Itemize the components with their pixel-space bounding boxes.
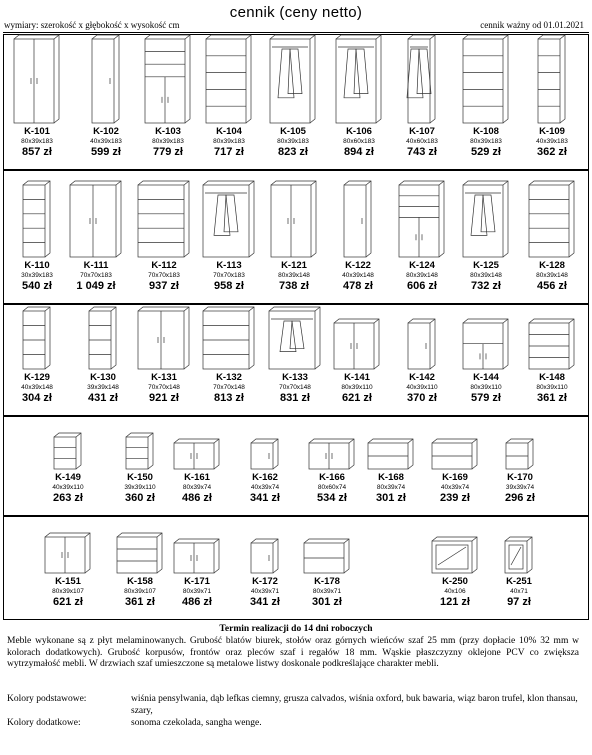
product-code: K-142 <box>409 372 435 383</box>
product-code: K-105 <box>280 126 306 137</box>
product-code: K-161 <box>184 472 210 483</box>
product-card <box>265 306 325 405</box>
product-price: 341 zł <box>250 492 280 504</box>
product-price: 529 zł <box>471 146 501 158</box>
product-code: K-132 <box>216 372 242 383</box>
corner-wardrobe-icon <box>135 306 193 372</box>
product-code: K-108 <box>473 126 499 137</box>
basic-colors-label: Kolory podstawowe: <box>7 694 87 704</box>
product-card <box>199 306 259 405</box>
narrow-open-bookcase-icon <box>535 34 569 126</box>
product-code: K-149 <box>55 472 81 483</box>
product-card <box>38 532 98 609</box>
extra-colors-label: Kolory dodatkowe: <box>7 718 81 728</box>
product-dimensions: 70x70x148 <box>279 384 311 391</box>
product-code: K-251 <box>506 576 532 587</box>
low-cabinet-1-door-icon <box>248 538 282 576</box>
product-card <box>134 306 194 405</box>
product-card <box>361 438 421 505</box>
product-code: K-121 <box>281 260 307 271</box>
product-code: K-172 <box>252 576 278 587</box>
extra-colors-list: sonoma czekolada, sangha wenge. <box>131 718 262 728</box>
product-card <box>66 180 126 293</box>
open-bookcase-icon <box>460 34 512 126</box>
product-dimensions: 80x39x107 <box>124 588 156 595</box>
product-dimensions: 40x39x183 <box>90 138 122 145</box>
low-open-shelf-icon <box>429 438 481 472</box>
product-dimensions: 80x60x183 <box>343 138 375 145</box>
wardrobe-2-door-icon <box>268 180 320 260</box>
product-code: K-130 <box>90 372 116 383</box>
product-code: K-103 <box>155 126 181 137</box>
product-price: 97 zł <box>507 596 531 608</box>
product-dimensions: 80x39x74 <box>182 484 212 491</box>
corner-clothes-wardrobe-icon <box>200 180 258 260</box>
product-dimensions: 39x39x74 <box>505 484 535 491</box>
cabinet-1-door-icon <box>405 318 439 372</box>
product-price: 431 zł <box>88 392 118 404</box>
product-code: K-107 <box>409 126 435 137</box>
header-rule <box>3 32 589 33</box>
corner-wardrobe-icon <box>67 180 125 260</box>
product-card <box>167 538 227 609</box>
product-code: K-169 <box>442 472 468 483</box>
product-card <box>328 180 388 293</box>
product-code: K-101 <box>24 126 50 137</box>
lead-time-title: Termin realizacji do 14 dni roboczych <box>219 624 373 634</box>
product-price: 813 zł <box>214 392 244 404</box>
product-price: 717 zł <box>214 146 244 158</box>
product-card <box>235 538 295 609</box>
product-code: K-104 <box>216 126 242 137</box>
product-card <box>110 432 170 505</box>
product-code: K-141 <box>344 372 370 383</box>
product-dimensions: 80x60x74 <box>317 484 347 491</box>
product-price: 743 zł <box>407 146 437 158</box>
product-price: 486 zł <box>182 492 212 504</box>
product-price: 738 zł <box>279 280 309 292</box>
product-price: 341 zł <box>250 596 280 608</box>
product-dimensions: 80x39x183 <box>470 138 502 145</box>
product-price: 239 zł <box>440 492 470 504</box>
product-card <box>522 318 582 405</box>
product-price: 937 zł <box>149 280 179 292</box>
product-price: 362 zł <box>537 146 567 158</box>
narrow-open-bookcase-icon <box>86 306 120 372</box>
product-card <box>297 538 357 609</box>
product-dimensions: 80x39x110 <box>536 384 568 391</box>
product-card <box>73 306 133 405</box>
product-price: 263 zł <box>53 492 83 504</box>
glass-door-small-icon <box>502 536 536 576</box>
product-code: K-158 <box>127 576 153 587</box>
product-dimensions: 40x39x148 <box>342 272 374 279</box>
product-dimensions: 80x39x148 <box>470 272 502 279</box>
product-price: 958 zł <box>214 280 244 292</box>
open-clothes-wardrobe-icon <box>460 180 512 260</box>
product-dimensions: 40x39x74 <box>250 484 280 491</box>
wardrobe-1-door-icon <box>341 180 375 260</box>
product-dimensions: 80x39x183 <box>277 138 309 145</box>
product-code: K-168 <box>378 472 404 483</box>
product-price: 540 zł <box>22 280 52 292</box>
product-card <box>490 438 550 505</box>
product-price: 456 zł <box>537 280 567 292</box>
product-card <box>425 438 485 505</box>
product-price: 304 zł <box>22 392 52 404</box>
product-code: K-113 <box>216 260 242 271</box>
product-dimensions: 70x70x183 <box>80 272 112 279</box>
product-price: 360 zł <box>125 492 155 504</box>
product-code: K-133 <box>282 372 308 383</box>
product-price: 301 zł <box>376 492 406 504</box>
product-card <box>38 432 98 505</box>
product-card <box>235 438 295 505</box>
product-dimensions: 40x39x74 <box>440 484 470 491</box>
product-dimensions: 40x71 <box>510 588 528 595</box>
low-cabinet-1-door-icon <box>248 438 282 472</box>
product-price: 732 zł <box>471 280 501 292</box>
basic-colors-list: wiśnia pensylwania, dąb lefkas ciemny, grusza calvados, wiśnia oxford, buk bawaria, wiąz baron trufel, klon thansau, szary, <box>131 694 578 716</box>
product-dimensions: 80x39x183 <box>21 138 53 145</box>
product-card <box>392 180 452 293</box>
open-bookcase-icon <box>526 180 578 260</box>
product-code: K-129 <box>24 372 50 383</box>
product-code: K-122 <box>345 260 371 271</box>
product-card <box>456 180 516 293</box>
product-card <box>138 34 198 159</box>
low-cabinet-2-door-icon <box>306 438 358 472</box>
product-code: K-148 <box>539 372 565 383</box>
corner-bookcase-icon <box>135 180 193 260</box>
product-code: K-131 <box>151 372 177 383</box>
product-price: 478 zł <box>343 280 373 292</box>
product-price: 121 zł <box>440 596 470 608</box>
deep-clothes-wardrobe-icon <box>333 34 385 126</box>
glass-door-icon <box>429 536 481 576</box>
product-dimensions: 40x39x110 <box>52 484 84 491</box>
product-card <box>167 438 227 505</box>
product-code: K-144 <box>473 372 499 383</box>
product-code: K-178 <box>314 576 340 587</box>
product-dimensions: 40x39x148 <box>21 384 53 391</box>
product-code: K-151 <box>55 576 81 587</box>
product-code: K-128 <box>539 260 565 271</box>
product-card <box>392 318 452 405</box>
product-dimensions: 39x39x148 <box>87 384 119 391</box>
product-card <box>392 34 452 159</box>
product-code: K-162 <box>252 472 278 483</box>
product-price: 361 zł <box>125 596 155 608</box>
product-price: 857 zł <box>22 146 52 158</box>
product-price: 296 zł <box>505 492 535 504</box>
product-price: 921 zł <box>149 392 179 404</box>
product-dimensions: 80x39x74 <box>376 484 406 491</box>
product-card <box>329 34 389 159</box>
corner-bookcase-icon <box>200 306 258 372</box>
low-open-shelf-icon <box>365 438 417 472</box>
product-card <box>76 34 136 159</box>
product-price: 486 zł <box>182 596 212 608</box>
product-card <box>489 536 549 609</box>
product-card <box>425 536 485 609</box>
product-card <box>110 532 170 609</box>
wardrobe-2-door-icon <box>11 34 63 126</box>
product-card <box>456 34 516 159</box>
product-price: 831 zł <box>280 392 310 404</box>
product-dimensions: 30x39x183 <box>21 272 53 279</box>
product-code: K-150 <box>127 472 153 483</box>
product-dimensions: 80x39x148 <box>536 272 568 279</box>
low-cabinet-2-door-icon <box>171 538 223 576</box>
product-dimensions: 80x39x148 <box>406 272 438 279</box>
validity-note: cennik ważny od 01.01.2021 <box>480 20 584 30</box>
product-dimensions: 40x39x183 <box>536 138 568 145</box>
product-card <box>7 180 67 293</box>
product-dimensions: 70x70x183 <box>213 272 245 279</box>
product-code: K-111 <box>83 260 109 271</box>
product-dimensions: 80x39x148 <box>278 272 310 279</box>
product-dimensions: 40x39x110 <box>406 384 438 391</box>
product-dimensions: 70x70x183 <box>148 272 180 279</box>
product-card <box>199 34 259 159</box>
cabinet-2-door-icon <box>331 318 383 372</box>
low-cabinet-2-door-icon <box>171 438 223 472</box>
product-code: K-250 <box>442 576 468 587</box>
product-dimensions: 39x39x110 <box>124 484 156 491</box>
narrow-open-shelf-icon <box>123 432 157 472</box>
product-dimensions: 80x39x110 <box>341 384 373 391</box>
product-card <box>199 180 259 293</box>
cabinet-half-open-icon <box>460 318 512 372</box>
product-price: 621 zł <box>342 392 372 404</box>
product-description: Meble wykonane są z płyt melaminowanych. Grubość blatów biurek, stołów oraz górnych wieńców szaf 25 mm (przy dopłacie 10% 32 mm w kolorach dodatkowych). Grubość korpusów, frontów oraz pleców szaf i regałów 18 mm. Wąskie płaszczyzny oklejone PCV co zwiększa wytrzymałość mebli. W drzwiach szaf umieszczone są metalowe listwy doskonale podkreślające charakter mebli. <box>7 636 579 669</box>
product-code: K-110 <box>24 260 50 271</box>
low-narrow-shelf-icon <box>503 438 537 472</box>
product-price: 361 zł <box>537 392 567 404</box>
product-dimensions: 80x39x107 <box>52 588 84 595</box>
product-dimensions: 80x39x110 <box>470 384 502 391</box>
product-code: K-102 <box>93 126 119 137</box>
product-code: K-109 <box>539 126 565 137</box>
low-open-shelf-icon <box>301 538 353 576</box>
product-dimensions: 70x70x148 <box>213 384 245 391</box>
product-card <box>134 180 194 293</box>
product-dimensions: 80x39x71 <box>182 588 212 595</box>
corner-clothes-wardrobe-icon <box>266 306 324 372</box>
product-price: 579 zł <box>471 392 501 404</box>
product-dimensions: 80x39x183 <box>152 138 184 145</box>
product-price: 599 zł <box>91 146 121 158</box>
product-code: K-125 <box>473 260 499 271</box>
product-price: 370 zł <box>407 392 437 404</box>
product-dimensions: 40x39x71 <box>250 588 280 595</box>
product-code: K-170 <box>507 472 533 483</box>
product-card <box>327 318 387 405</box>
product-price: 534 zł <box>317 492 347 504</box>
product-price: 301 zł <box>312 596 342 608</box>
product-card <box>263 34 323 159</box>
product-dimensions: 40x60x183 <box>406 138 438 145</box>
product-price: 823 zł <box>278 146 308 158</box>
product-card <box>522 34 582 159</box>
product-code: K-166 <box>319 472 345 483</box>
product-price: 894 zł <box>344 146 374 158</box>
narrow-clothes-wardrobe-icon <box>405 34 439 126</box>
product-dimensions: 40x106 <box>444 588 466 595</box>
product-dimensions: 80x39x183 <box>213 138 245 145</box>
product-card <box>264 180 324 293</box>
product-card <box>302 438 362 505</box>
product-card <box>7 306 67 405</box>
product-code: K-124 <box>409 260 435 271</box>
product-price: 606 zł <box>407 280 437 292</box>
product-dimensions: 80x39x71 <box>312 588 342 595</box>
narrow-open-bookcase-icon <box>20 306 54 372</box>
dimensions-note: wymiary: szerokość x głębokość x wysokość cm <box>4 20 180 30</box>
top-cabinet-2-door-icon <box>42 532 94 576</box>
open-shelf-icon <box>526 318 578 372</box>
bookcase-lower-doors-icon <box>142 34 194 126</box>
page-title: cennik (ceny netto) <box>229 4 363 21</box>
top-open-shelf-icon <box>114 532 166 576</box>
wardrobe-1-door-icon <box>89 34 123 126</box>
product-code: K-112 <box>151 260 177 271</box>
product-card <box>522 180 582 293</box>
narrow-open-bookcase-icon <box>20 180 54 260</box>
product-code: K-106 <box>346 126 372 137</box>
product-card <box>7 34 67 159</box>
product-code: K-171 <box>184 576 210 587</box>
open-clothes-wardrobe-icon <box>267 34 319 126</box>
bookcase-lower-doors-icon <box>396 180 448 260</box>
product-price: 1 049 zł <box>76 280 116 292</box>
narrow-open-shelf-icon <box>51 432 85 472</box>
product-dimensions: 70x70x148 <box>148 384 180 391</box>
product-card <box>456 318 516 405</box>
product-price: 621 zł <box>53 596 83 608</box>
product-price: 779 zł <box>153 146 183 158</box>
open-bookcase-icon <box>203 34 255 126</box>
